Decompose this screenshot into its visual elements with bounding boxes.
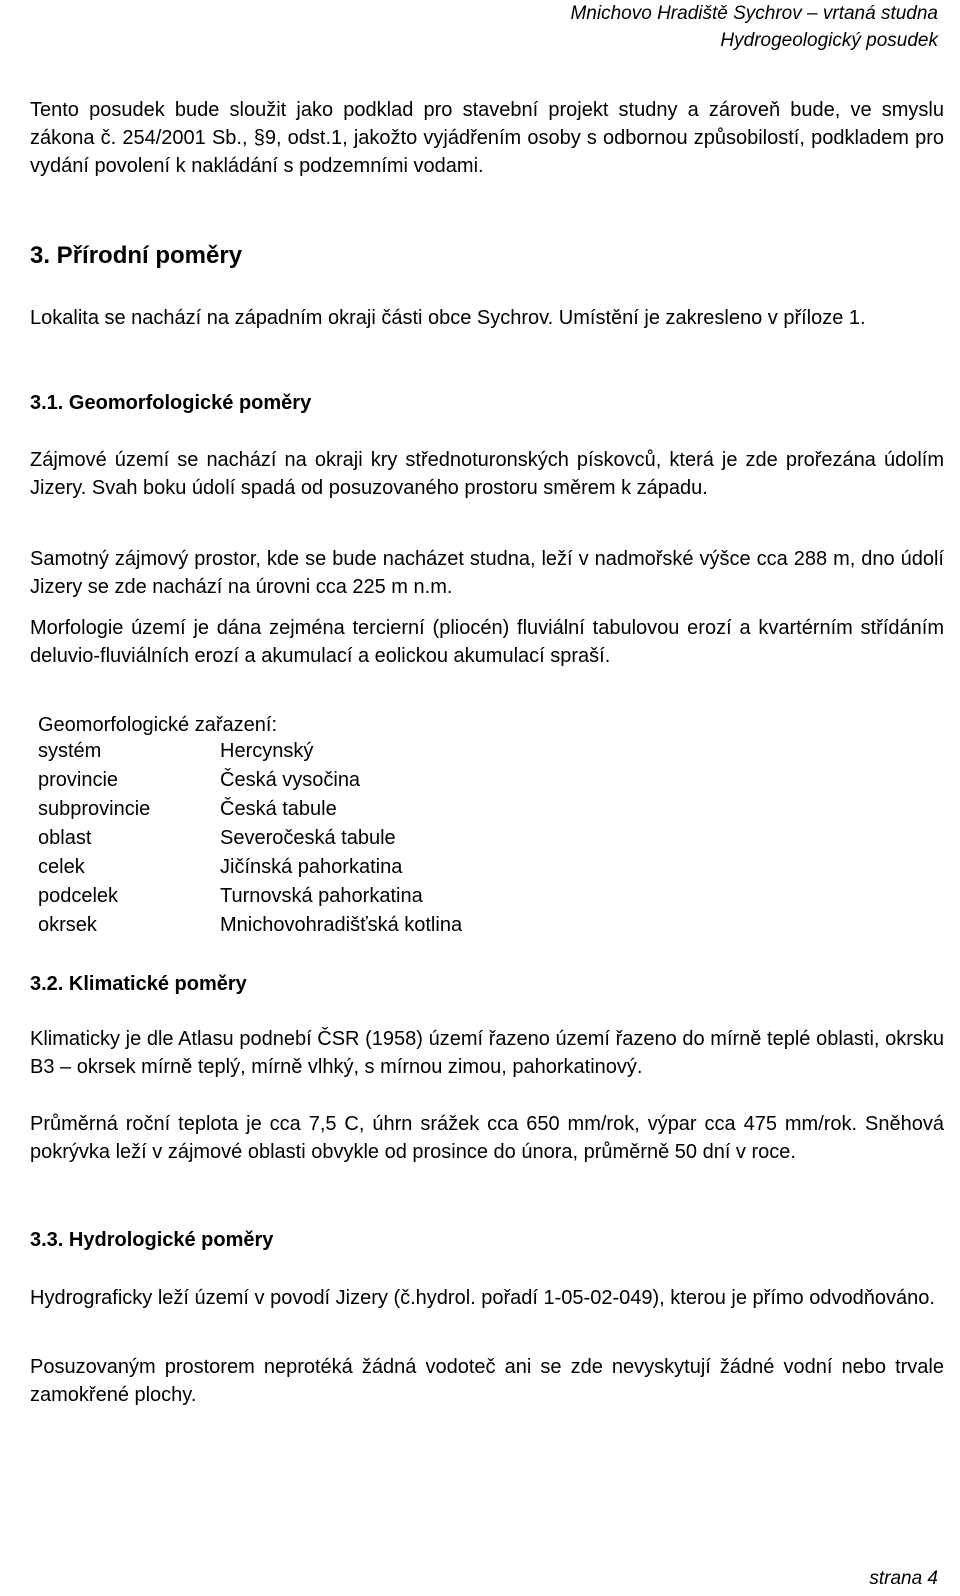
section-3-1-paragraph-1: Zájmové území se nachází na okraji kry střednoturonských pískovců, která je zde prořezána údolím Jizery. Svah boku údolí spadá od posuzovaného prostoru směrem k západu. bbox=[30, 449, 944, 499]
classification-key: oblast bbox=[38, 827, 92, 849]
header-subtitle: Hydrogeologický posudek bbox=[720, 30, 938, 51]
classification-value: Česká vysočina bbox=[220, 769, 361, 791]
section-3-1-paragraph-2: Samotný zájmový prostor, kde se bude nacházet studna, leží v nadmořské výšce cca 288 m, dno údolí Jizery se zde nachází na úrovni cca 225 m n.m. bbox=[30, 548, 944, 598]
classification-value: Severočeská tabule bbox=[220, 827, 396, 849]
section-3-2-paragraph-2: Průměrná roční teplota je cca 7,5 C, úhrn srážek cca 650 mm/rok, výpar cca 475 mm/rok. Sněhová pokrývka leží v zájmové oblasti obvykle od prosince do února, průměrně 50 dní v roce. bbox=[30, 1113, 944, 1163]
classification-value: Jičínská pahorkatina bbox=[220, 856, 403, 878]
section-3-3-heading: 3.3. Hydrologické poměry bbox=[30, 1229, 274, 1251]
section-3-paragraph: Lokalita se nachází na západním okraji části obce Sychrov. Umístění je zakresleno v příloze 1. bbox=[30, 307, 866, 329]
section-3-1-heading: 3.1. Geomorfologické poměry bbox=[30, 392, 312, 414]
classification-key: okrsek bbox=[38, 914, 97, 936]
page-number: strana 4 bbox=[869, 1568, 938, 1589]
section-3-3-paragraph-2: Posuzovaným prostorem neprotéká žádná vodoteč ani se zde nevyskytují žádné vodní nebo trvale zamokřené plochy. bbox=[30, 1356, 944, 1406]
header-title: Mnichovo Hradiště Sychrov – vrtaná studna bbox=[570, 3, 938, 24]
classification-row bbox=[38, 856, 462, 885]
classification-value: Hercynský bbox=[220, 740, 314, 762]
page-header bbox=[570, 0, 938, 54]
section-3-heading: 3. Přírodní poměry bbox=[30, 242, 243, 269]
classification-key: celek bbox=[38, 856, 85, 878]
classification-value: Mnichovohradišťská kotlina bbox=[220, 914, 463, 936]
classification-key: subprovincie bbox=[38, 798, 151, 820]
classification-row bbox=[38, 885, 462, 914]
classification-key: systém bbox=[38, 740, 102, 762]
classification-title: Geomorfologické zařazení: bbox=[38, 714, 278, 736]
classification-row bbox=[38, 798, 462, 827]
section-3-1-paragraph-3: Morfologie území je dána zejména tercierní (pliocén) fluviální tabulovou erozí a kvartérním střídáním deluvio-fluviálních erozí a akumulací a eolickou akumulací spraší. bbox=[30, 617, 944, 667]
classification-row bbox=[38, 914, 462, 943]
section-3-3-paragraph-1: Hydrograficky leží území v povodí Jizery (č.hydrol. pořadí 1-05-02-049), kterou je přímo odvodňováno. bbox=[30, 1287, 935, 1309]
classification-row bbox=[38, 827, 462, 856]
classification-value: Turnovská pahorkatina bbox=[220, 885, 423, 907]
classification-row bbox=[38, 740, 462, 769]
intro-paragraph: Tento posudek bude sloužit jako podklad pro stavební projekt studny a zároveň bude, ve smyslu zákona č. 254/2001 Sb., §9, odst.1, jakožto vyjádřením osoby s odbornou způsobilostí, podkladem pro vydání povolení k nakládání s podzemními vodami. bbox=[30, 99, 944, 177]
section-3-2-paragraph-1: Klimaticky je dle Atlasu podnebí ČSR (1958) území řazeno území řazeno do mírně teplé oblasti, okrsku B3 – okrsek mírně teplý, mírně vlhký, s mírnou zimou, pahorkatinový. bbox=[30, 1028, 944, 1078]
classification-table bbox=[38, 740, 462, 943]
classification-value: Česká tabule bbox=[220, 798, 337, 820]
classification-key: provincie bbox=[38, 769, 119, 791]
classification-key: podcelek bbox=[38, 885, 119, 907]
classification-row bbox=[38, 769, 462, 798]
section-3-2-heading: 3.2. Klimatické poměry bbox=[30, 973, 247, 995]
